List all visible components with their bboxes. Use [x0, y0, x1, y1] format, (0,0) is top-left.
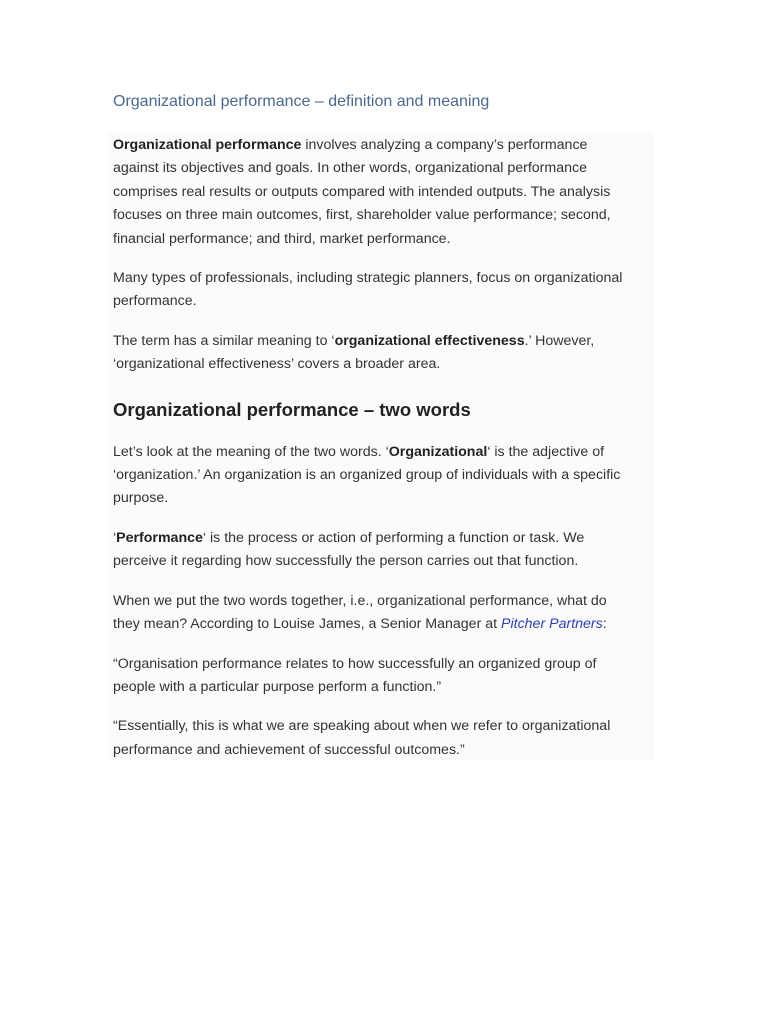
paragraph-line: Many types of professionals, including strategic planners, focus on organizational	[113, 270, 623, 287]
paragraph-line: ‘organization.’ An organization is an organized group of individuals with a specific	[113, 467, 621, 484]
text-span: ‘ is the adjective of	[487, 443, 605, 460]
paragraph-line: performance.	[113, 293, 197, 310]
paragraph-professionals	[113, 267, 654, 314]
paragraph-line	[113, 134, 654, 157]
article-body	[108, 131, 654, 761]
pitcher-partners-link[interactable]: Pitcher Partners	[501, 616, 603, 633]
paragraph-effectiveness	[113, 330, 654, 377]
text-span: .’ However,	[524, 332, 595, 349]
paragraph-line: against its objectives and goals. In other words, organizational performance	[113, 160, 587, 177]
text-span: Let’s look at the meaning of the two words. ‘	[113, 443, 389, 460]
page-title: Organizational performance – definition and meaning	[113, 93, 490, 110]
bold-term: organizational effectiveness	[334, 332, 525, 349]
paragraph-line: financial performance; and third, market performance.	[113, 230, 451, 247]
paragraph-line: purpose.	[113, 490, 169, 507]
paragraph-line: perceive it regarding how successfully the person carries out that function.	[113, 553, 579, 570]
bold-term: Organizational	[388, 443, 488, 460]
paragraph-definition	[113, 134, 654, 251]
text-span: ‘	[113, 529, 117, 546]
bold-term: Organizational performance	[113, 137, 302, 153]
paragraph-line: ‘organizational effectiveness’ covers a broader area.	[113, 356, 441, 373]
paragraph-line	[113, 613, 654, 636]
bold-term: Performance	[116, 529, 203, 546]
paragraph-line: comprises real results or outputs compared with intended outputs. The analysis	[113, 183, 611, 200]
paragraph-together	[113, 590, 654, 637]
text-span: ‘ is the process or action of performing a function or task. We	[202, 529, 585, 546]
paragraph-line	[113, 441, 654, 464]
paragraph-line: people with a particular purpose perform a function.”	[113, 678, 442, 695]
paragraph-line: “Organisation performance relates to how successfully an organized group of	[113, 655, 597, 672]
paragraph-performance	[113, 527, 654, 574]
text-span: involves analyzing a company’s performance	[301, 137, 588, 153]
text-span: :	[602, 616, 607, 633]
paragraph-line: When we put the two words together, i.e., organizational performance, what do	[113, 592, 607, 609]
paragraph-line: performance and achievement of successful outcomes.”	[113, 741, 465, 758]
quote-1	[113, 653, 654, 700]
paragraph-line	[113, 527, 654, 550]
text-span: The term has a similar meaning to ‘	[113, 332, 335, 349]
section-heading: Organizational performance – two words	[113, 398, 471, 420]
paragraph-two-words	[113, 441, 654, 511]
quote-2	[113, 715, 654, 762]
paragraph-line	[113, 330, 654, 353]
text-span: they mean? According to Louise James, a Senior Manager at	[113, 616, 502, 633]
paragraph-line: “Essentially, this is what we are speaking about when we refer to organizational	[113, 718, 611, 735]
paragraph-line: focuses on three main outcomes, first, shareholder value performance; second,	[113, 207, 611, 224]
